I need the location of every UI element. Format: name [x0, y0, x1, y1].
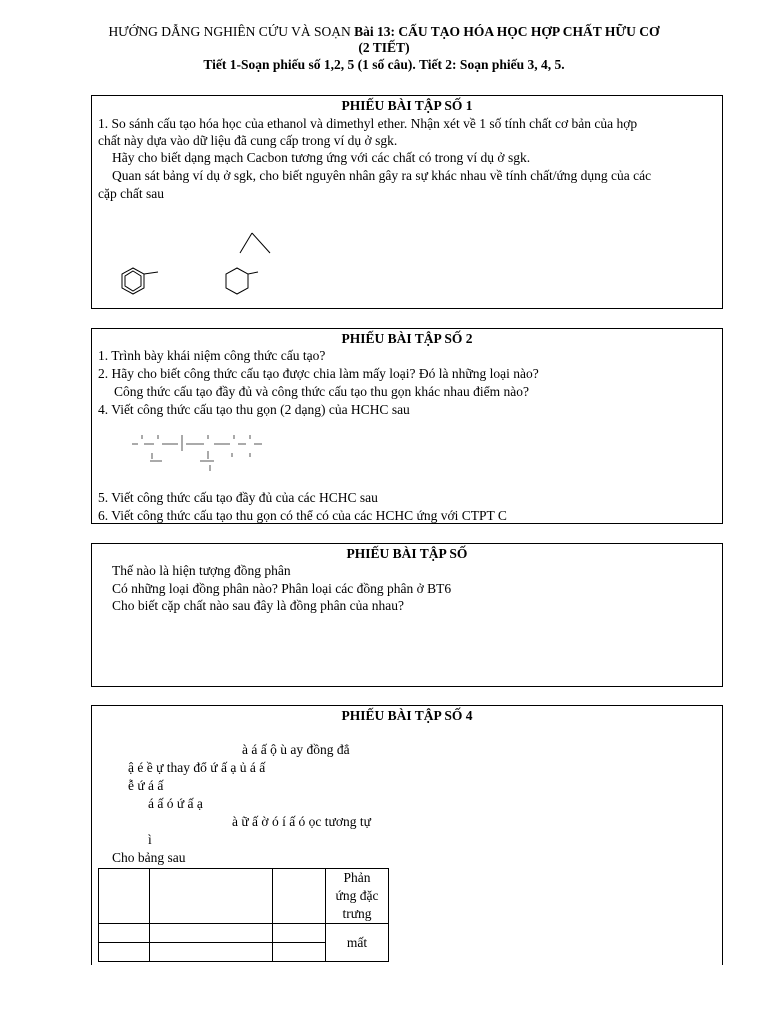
worksheet-1	[91, 95, 723, 309]
worksheet-3-line: Có những loại đồng phân nào? Phân loại các đồng phân ở BT6	[112, 581, 452, 596]
worksheet-1-line: Quan sát bảng ví dụ ở sgk, cho biết nguyên nhân gây ra sự khác nhau về tính chất/ứng dụng của các	[112, 168, 652, 183]
lesson-plan-note: Tiết 1-Soạn phiếu số 1,2, 5 (1 số câu). Tiết 2: Soạn phiếu 3, 4, 5.	[203, 57, 565, 72]
table-cell	[99, 869, 150, 924]
cyclopropane-icon	[240, 233, 270, 253]
table-header-reaction: Phản ứng đặc trưng	[326, 869, 389, 924]
worksheet-1-line: cặp chất sau	[98, 186, 164, 201]
worksheet-4	[91, 705, 723, 965]
benzene-ring-icon	[122, 268, 158, 294]
document-subtitle: (2 TIẾT)	[358, 40, 410, 55]
worksheet-4-line: á ấ ó ứ ấ ạ	[148, 796, 203, 811]
worksheet-2-line: 4. Viết công thức cấu tạo thu gọn (2 dạng) của HCHC sau	[98, 402, 410, 417]
title-plain: HƯỚNG DẪNG NGHIÊN CỨU VÀ SOẠN	[108, 24, 355, 39]
table-cell	[150, 869, 273, 924]
worksheet-4-line: ì	[148, 832, 152, 847]
worksheet-2-line: 6. Viết công thức cấu tạo thu gọn có thể có của các HCHC ứng với CTPT C	[98, 508, 507, 523]
worksheet-2-line: Công thức cấu tạo đầy đủ và công thức cấu tạo thu gọn khác nhau điểm nào?	[114, 384, 530, 399]
table-cell	[273, 924, 326, 943]
worksheet-1-line: Hãy cho biết dạng mạch Cacbon tương ứng với các chất có trong ví dụ ở sgk.	[112, 150, 531, 165]
worksheet-4-line: ậ é ề ự thay đổ ứ ấ ạ ủ á ấ	[128, 760, 266, 775]
document-title	[0, 24, 768, 40]
table-cell	[99, 943, 150, 962]
table-cell-text: mất	[326, 924, 389, 962]
worksheet-3-line: Thế nào là hiện tượng đồng phân	[112, 563, 291, 578]
comparison-table	[98, 868, 389, 962]
worksheet-2	[91, 328, 723, 524]
worksheet-3-title: PHIẾU BÀI TẬP SỐ	[346, 546, 468, 561]
worksheet-3	[91, 543, 723, 687]
worksheet-2-line: 5. Viết công thức cấu tạo đầy đủ của các HCHC sau	[98, 490, 378, 505]
title-bold: Bài 13: CẤU TẠO HÓA HỌC HỢP CHẤT HỮU CƠ	[354, 24, 660, 39]
table-cell	[273, 869, 326, 924]
worksheet-3-line: Cho biết cặp chất nào sau đây là đồng phân của nhau?	[112, 598, 405, 613]
table-cell	[150, 943, 273, 962]
worksheet-2-line: 2. Hãy cho biết công thức cấu tạo được chia làm mấy loại? Đó là những loại nào?	[98, 366, 539, 381]
worksheet-1-line: 1. So sánh cấu tạo hóa học của ethanol và dimethyl ether. Nhận xét về 1 số tính chất cơ bản của hợp	[98, 116, 638, 131]
cyclohexane-ring-icon	[226, 268, 258, 294]
table-cell	[99, 924, 150, 943]
table-cell	[273, 943, 326, 962]
molecule-structures	[92, 96, 722, 308]
worksheet-4-title: PHIẾU BÀI TẬP SỐ 4	[341, 708, 473, 723]
worksheet-4-line: à á ấ ộ ù ay đồng đẳ	[242, 742, 350, 757]
worksheet-4-line: à ữ ấ ờ ó í ấ ó ọc tương tự	[232, 814, 371, 829]
worksheet-1-title: PHIẾU BÀI TẬP SỐ 1	[341, 98, 473, 113]
worksheet-1-line: chất này dựa vào dữ liệu đã cung cấp trong ví dụ ở sgk.	[98, 133, 398, 148]
worksheet-2-title: PHIẾU BÀI TẬP SỐ 2	[341, 331, 473, 346]
worksheet-2-line: 1. Trình bày khái niệm công thức cấu tạo?	[98, 348, 326, 363]
worksheet-4-line: Cho bảng sau	[112, 850, 186, 865]
worksheet-4-line: ễ ứ á ấ	[128, 778, 164, 793]
structural-formula-fragment	[132, 429, 272, 479]
table-cell	[150, 924, 273, 943]
